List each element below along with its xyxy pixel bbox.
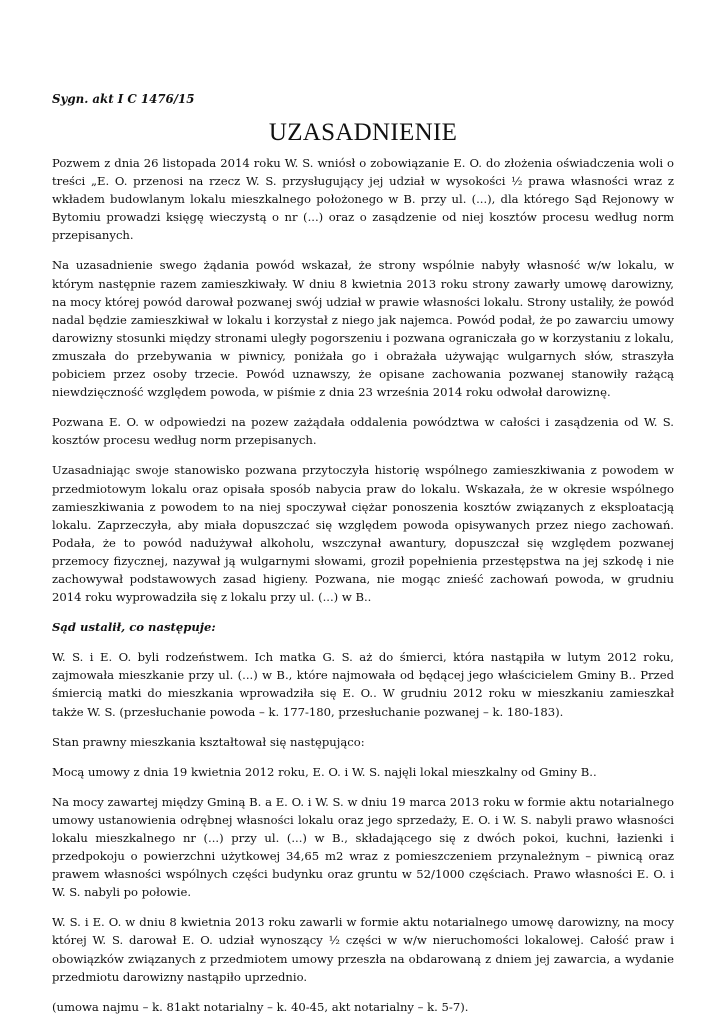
- finding-paragraph: Stan prawny mieszkania kształtował się następująco:: [52, 734, 365, 749]
- finding-paragraph: Na mocy zawartej między Gminą B. a E. O. i W. S. w dniu 19 marca 2013 roku w formie aktu notarialnego umowy ustanowienia odrębnej własności lokalu oraz jego sprzedaży, E. O. i W. S. nabyli prawo własności lokalu mieszkalnego nr (...) przy ul. (...) w B., składającego się z dwóch pokoi, kuchni, łazienki i przedpokoju o powierzchni użytkowej 34,65 m2 wraz z pomieszczeniem przynależnym – piwnicą oraz prawem własności wspólnych części budynku oraz gruntu w 52/1000 częściach. Prawo własności E. O. i W. S. nabyli po połowie.: [52, 794, 674, 900]
- document-body: [52, 90, 674, 1028]
- evidence-citation: (umowa najmu – k. 81akt notarialny – k. 40-45, akt notarialny – k. 5-7).: [52, 999, 469, 1014]
- finding-paragraph: W. S. i E. O. w dniu 8 kwietnia 2013 roku zawarli w formie aktu notarialnego umowę darowizny, na mocy której W. S. darował E. O. udział wynoszący ½ części w w/w nieruchomości lokalowej. Całość praw i obowiązków związanych z przedmiotem umowy przeszła na obdarowaną z dniem jej zawarcia, a wydanie przedmiotu darowizny nastąpiło uprzednio.: [52, 915, 674, 984]
- paragraph-lawsuit: Pozwem z dnia 26 listopada 2014 roku W. S. wniósł o zobowiązanie E. O. do złożenia oświadczenia woli o treści „E. O. przenosi na rzecz W. S. przysługujący jej udział w wysokości ½ prawa własności wraz z wkładem budowlanym lokalu mieszkalnego położonego w B. przy ul. (...), dla którego Sąd Rejonowy w Bytomiu prowadzi księgę wieczystą o nr (...) oraz o zasądzenie od niej kosztów procesu według norm przepisanych.: [52, 156, 674, 243]
- document-title: UZASADNIENIE: [268, 119, 458, 146]
- case-signature: Sygn. akt I C 1476/15: [52, 92, 195, 106]
- finding-paragraph: Mocą umowy z dnia 19 kwietnia 2012 roku, E. O. i W. S. najęli lokal mieszkalny od Gminy B..: [52, 764, 597, 779]
- paragraph-plaintiff-justification: Na uzasadnienie swego żądania powód wskazał, że strony wspólnie nabyły własność w/w lokalu, w którym następnie razem zamieszkiwały. W dniu 8 kwietnia 2013 roku strony zawarły umowę darowizny, na mocy której powód darował pozwanej swój udział w prawie własności lokalu. Strony ustaliły, że powód nadal będzie zamieszkiwał w lokalu i korzystał z niego jak najemca. Powód podał, że po zawarciu umowy darowizny stosunki między stronami uległy pogorszeniu i pozwana ograniczała go w korzystaniu z lokalu, zmuszała do przebywania w piwnicy, poniżała go i obrażała używając wulgarnych słów, straszyła pobiciem przez osoby trzecie. Powód uznawszy, że opisane zachowania pozwanej stanowiły rażącą niewdzięczność względem powoda, w piśmie z dnia 23 września 2014 roku odwołał darowiznę.: [52, 258, 674, 400]
- paragraph-defendant-response: Pozwana E. O. w odpowiedzi na pozew zażądała oddalenia powództwa w całości i zasądzenia od W. S. kosztów procesu według norm przepisanych.: [52, 415, 674, 448]
- finding-paragraph: W. S. i E. O. byli rodzeństwem. Ich matka G. S. aż do śmierci, która nastąpiła w lutym 2012 roku, zajmowała mieszkanie przy ul. (...) w B., które najmowała od będącej jego właścicielem Gminy B.. Przed śmiercią matki do mieszkania wprowadziła się E. O.. W grudniu 2012 roku w mieszkaniu zamieszkał także W. S. (przesłuchanie powoda – k. 177-180, przesłuchanie pozwanej – k. 180-183).: [52, 650, 674, 719]
- findings-heading: Sąd ustalił, co następuje:: [52, 620, 216, 635]
- paragraph-defendant-position: Uzasadniając swoje stanowisko pozwana przytoczyła historię wspólnego zamieszkiwania z powodem w przedmiotowym lokalu oraz opisała sposób nabycia praw do lokalu. Wskazała, że w okresie wspólnego zamieszkiwania z powodem to na niej spoczywał ciężar ponoszenia kosztów związanych z eksploatacją lokalu. Zaprzeczyła, aby miała dopuszczać się względem powoda opisywanych przez niego zachowań. Podała, że to powód nadużywał alkoholu, wszczynał awantury, dopuszczał się względem pozwanej przemocy fizycznej, nazywał ją wulgarnymi słowami, groził popełnienia przestępstwa na jej szkodę i nie zachowywał podstawowych zasad higieny. Pozwana, nie mogąc znieść zachowań powoda, w grudniu 2014 roku wyprowadziła się z lokalu przy ul. (...) w B..: [52, 463, 674, 605]
